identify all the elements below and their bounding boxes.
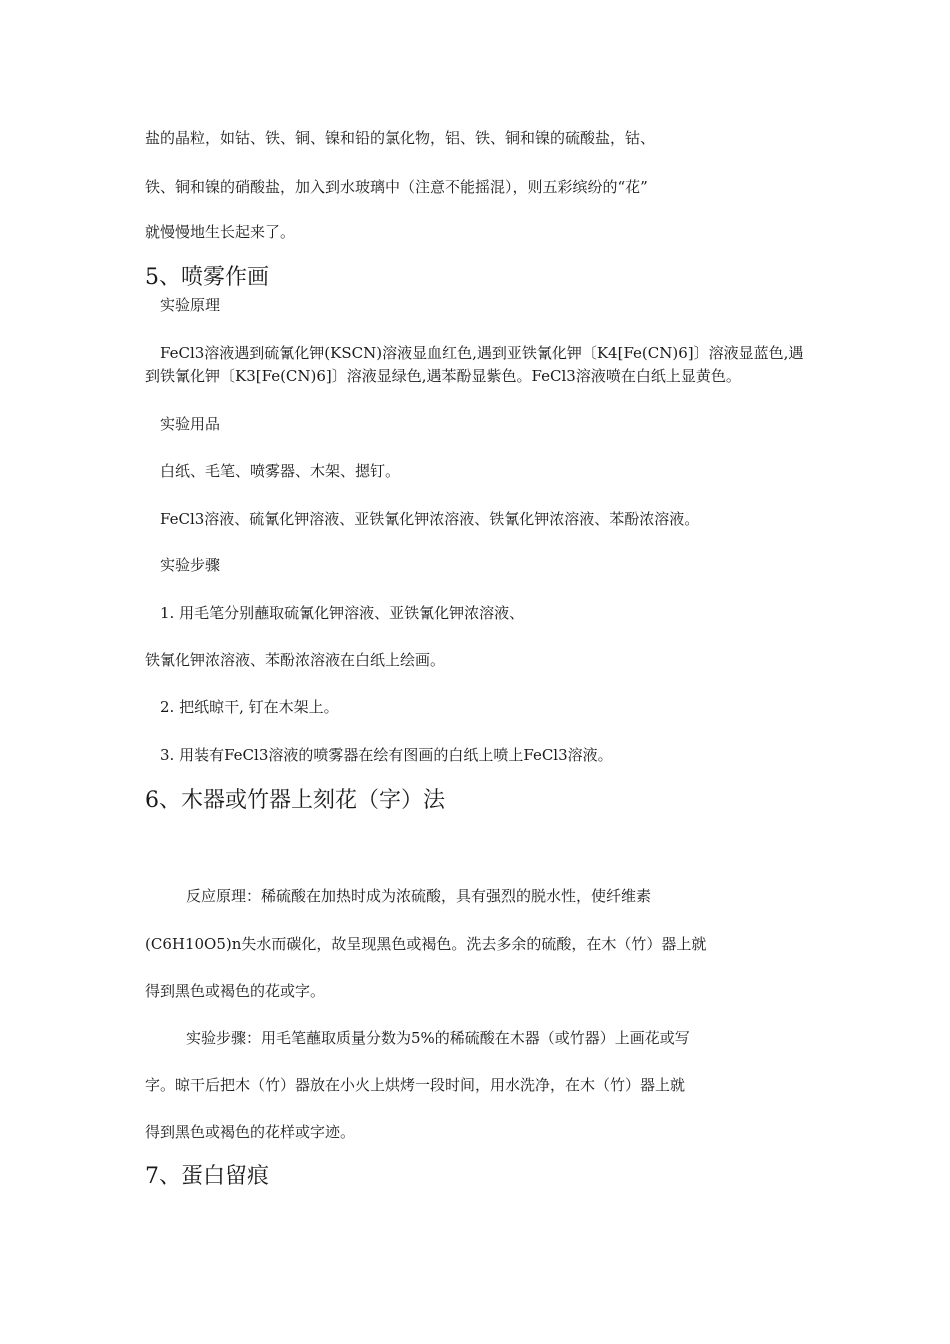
section-5-step-1b: 铁氰化钾浓溶液、苯酚浓溶液在白纸上绘画。	[145, 651, 446, 669]
section-5-materials-line-2: FeCl3溶液、硫氰化钾溶液、亚铁氰化钾浓溶液、铁氰化钾浓溶液、苯酚浓溶液。	[160, 510, 700, 528]
section-5-materials-label: 实验用品	[160, 415, 221, 433]
section-5-principle-text: FeCl3溶液遇到硫氰化钾(KSCN)溶液显血红色,遇到亚铁氰化钾〔K4[Fe(CN)6]〕溶液显蓝色,遇到铁氰化钾〔K3[Fe(CN)6]〕溶液显绿色,遇苯酚显紫色。FeCl3溶液喷在白纸上显黄色。	[145, 344, 804, 385]
section-5-principle-label: 实验原理	[160, 296, 221, 314]
section-7-heading: 7、蛋白留痕	[145, 1164, 269, 1189]
intro-line-3: 就慢慢地生长起来了。	[145, 223, 296, 241]
intro-line-1: 盐的晶粒，如钴、铁、铜、镍和铅的氯化物，铝、铁、铜和镍的硫酸盐，钴、	[145, 129, 656, 147]
section-5-heading: 5、喷雾作画	[145, 265, 269, 290]
section-6-principle-line-2: (C6H10O5)n失水而碳化，故呈现黑色或褐色。洗去多余的硫酸，在木（竹）器上就	[145, 935, 707, 953]
section-5-steps-label: 实验步骤	[160, 556, 221, 574]
section-5-materials-line-1: 白纸、毛笔、喷雾器、木架、摁钉。	[160, 462, 401, 480]
section-6-principle-line-1: 反应原理：稀硫酸在加热时成为浓硫酸，具有强烈的脱水性，使纤维素	[186, 887, 652, 905]
section-6-heading: 6、木器或竹器上刻花（字）法	[145, 788, 445, 813]
section-6-steps-line-1: 实验步骤：用毛笔蘸取质量分数为5%的稀硫酸在木器（或竹器）上画花或写	[186, 1029, 690, 1047]
section-5-step-1a: 1. 用毛笔分别蘸取硫氰化钾溶液、亚铁氰化钾浓溶液、	[160, 604, 525, 622]
section-6-principle-line-3: 得到黑色或褐色的花或字。	[145, 982, 326, 1000]
intro-line-2: 铁、铜和镍的硝酸盐，加入到水玻璃中（注意不能摇混），则五彩缤纷的“花”	[145, 178, 648, 196]
section-5-step-3: 3. 用装有FeCl3溶液的喷雾器在绘有图画的白纸上喷上FeCl3溶液。	[160, 746, 613, 764]
section-5-step-2: 2. 把纸晾干, 钉在木架上。	[160, 698, 339, 716]
section-6-steps-line-3: 得到黑色或褐色的花样或字迹。	[145, 1123, 356, 1141]
section-6-steps-line-2: 字。晾干后把木（竹）器放在小火上烘烤一段时间，用水洗净，在木（竹）器上就	[145, 1076, 686, 1094]
